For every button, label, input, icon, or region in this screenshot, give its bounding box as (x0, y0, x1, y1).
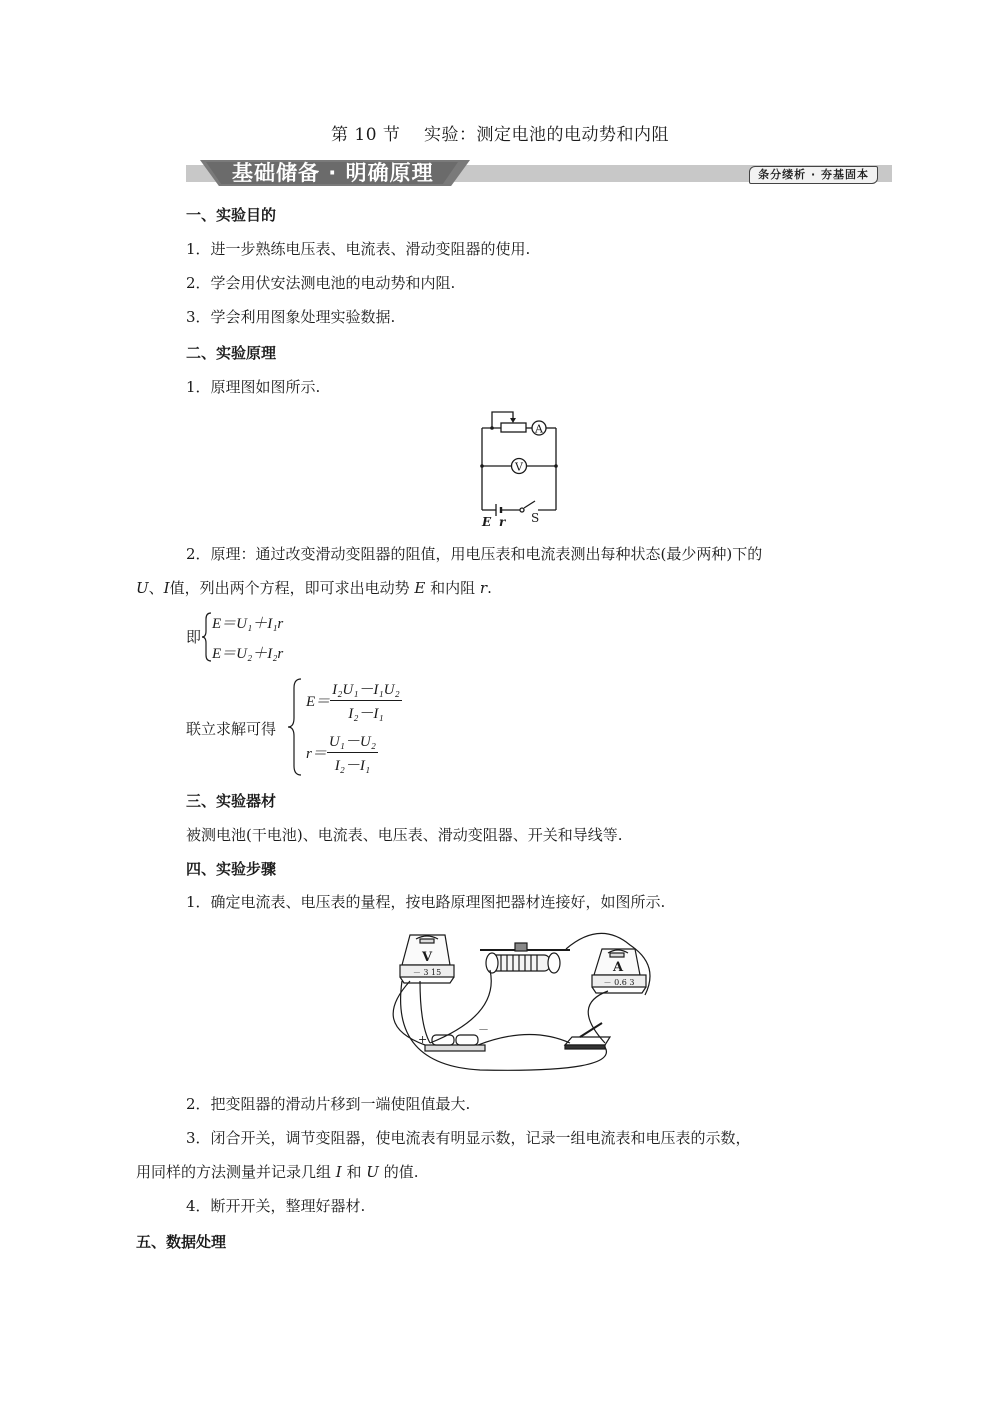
voltmeter-glyph: V (421, 950, 433, 965)
heading-equipment: 三、实验器材 (186, 792, 277, 810)
var-i: I (335, 1163, 342, 1181)
fraction (327, 730, 378, 775)
fraction (330, 678, 402, 723)
ammeter-label: A (535, 422, 543, 436)
step-4: 4．断开开关，整理好器材. (186, 1197, 366, 1215)
heading-purpose: 一、实验目的 (186, 206, 277, 224)
equation-2: E＝U₂＋I₂r (212, 646, 284, 662)
apparatus-illustration (380, 925, 670, 1075)
text-part: 、 (148, 579, 164, 597)
switch-label: S (531, 511, 540, 525)
ammeter-glyph: A (612, 960, 624, 975)
solution-r (306, 730, 378, 775)
purpose-item-2: 2．学会用伏安法测电池的电动势和内阻. (186, 274, 456, 292)
ammeter-terminals: － 0.6 3 (603, 978, 635, 987)
equipment-text: 被测电池(干电池)、电流表、电压表、滑动变阻器、开关和导线等. (186, 826, 623, 844)
var-i: I (163, 579, 170, 597)
step-3-line1: 3．闭合开关，调节变阻器，使电流表有明显示数，记录一组电流表和电压表的示数， (186, 1129, 751, 1147)
text-part: 和 (341, 1163, 367, 1181)
var-u: U (136, 579, 149, 597)
principle-item-2-line1: 2．原理：通过改变滑动变阻器的阻值，用电压表和电流表测出每种状态(最少两种)下的 (186, 545, 763, 563)
denominator: I₂－I₁ (334, 758, 371, 774)
text-part: 值，列出两个方程，即可求出电动势 (169, 579, 415, 597)
solve-prefix: 联立求解可得 (186, 720, 277, 738)
left-brace-icon (288, 678, 302, 776)
text-part: 的值. (378, 1163, 419, 1181)
page-title: 第 10 节 实验：测定电池的电动势和内阻 (330, 125, 670, 145)
internal-resistance-label: r (499, 515, 506, 529)
banner-tag: 条分缕析 · 夯基固本 (749, 166, 878, 184)
solution-e-lhs: E＝ (306, 694, 331, 710)
left-brace-icon (202, 612, 212, 662)
section-banner (186, 160, 892, 186)
principle-item-1: 1．原理图如图所示. (186, 378, 321, 396)
heading-data: 五、数据处理 (136, 1233, 227, 1251)
step-2: 2．把变阻器的滑动片移到一端使阻值最大. (186, 1095, 471, 1113)
step-1: 1．确定电流表、电压表的量程，按电路原理图把器材连接好，如图所示. (186, 893, 666, 911)
step-3-line2 (136, 1161, 418, 1182)
var-e: E (414, 579, 426, 597)
heading-principle: 二、实验原理 (186, 344, 277, 362)
voltmeter-terminals: － 3 15 (412, 968, 442, 977)
var-u: U (366, 1163, 379, 1181)
purpose-item-1: 1．进一步熟练电压表、电流表、滑动变阻器的使用. (186, 240, 531, 258)
solution-e (306, 678, 402, 723)
emf-label: E (482, 515, 492, 529)
equation-1: E＝U₁＋I₁r (212, 616, 284, 632)
system-prefix: 即 (186, 628, 202, 646)
denominator: I₂－I₁ (348, 706, 384, 722)
solution-r-lhs: r＝ (306, 746, 327, 762)
voltmeter-label: V (515, 460, 523, 474)
numerator: U₁－U₂ (327, 730, 378, 753)
text-part: 和内阻 (425, 579, 480, 597)
purpose-item-3: 3．学会利用图象处理实验数据. (186, 308, 396, 326)
numerator: I₂U₁－I₁U₂ (330, 678, 402, 701)
principle-item-2-line2 (136, 577, 492, 598)
var-r: r (479, 579, 488, 597)
text-part: 用同样的方法测量并记录几组 (136, 1163, 336, 1181)
circuit-diagram (470, 405, 570, 530)
battery-minus: － (478, 1023, 489, 1036)
banner-label: 基础储备 · 明确原理 (232, 161, 434, 185)
heading-steps: 四、实验步骤 (186, 860, 277, 878)
text-part: . (487, 579, 492, 597)
battery-plus: + (418, 1033, 428, 1046)
